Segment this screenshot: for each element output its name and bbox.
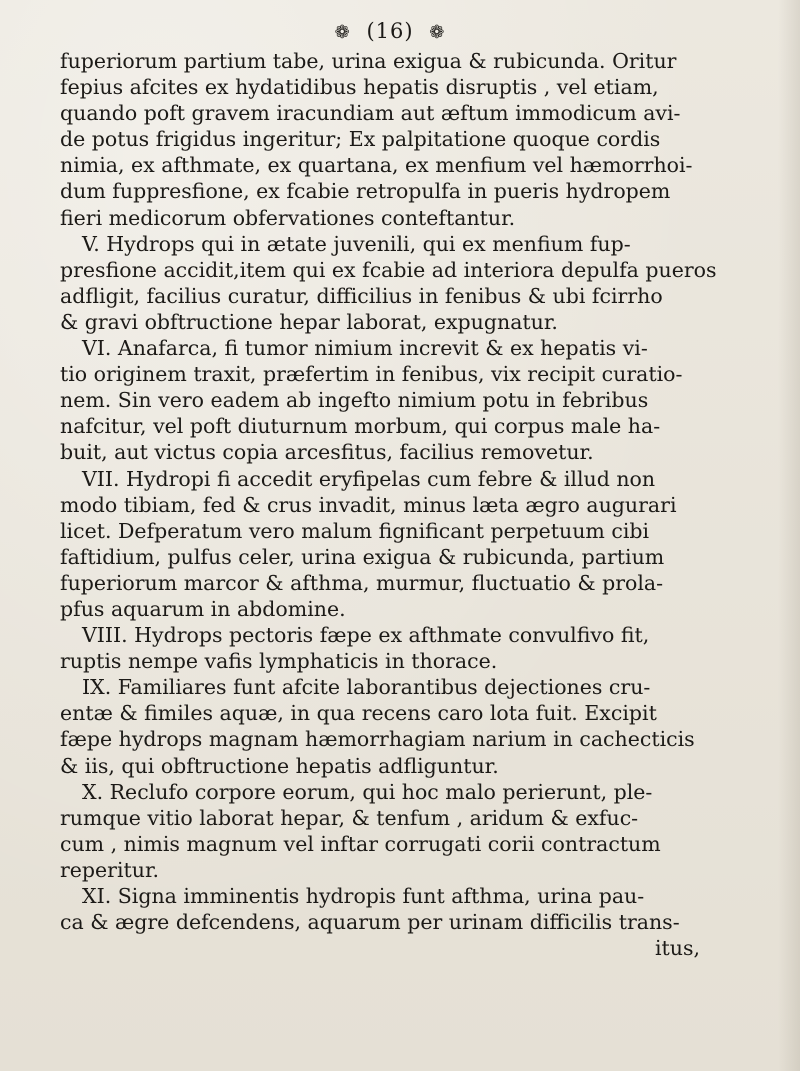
text-line: pfus aquarum in abdomine.	[60, 596, 346, 621]
text-line: XI. Signa imminentis hydropis funt afthma, urina pau-	[82, 884, 645, 908]
body-text	[60, 48, 760, 961]
text-line: & gravi obftructione hepar laborat, expugnatur.	[60, 309, 558, 334]
text-line: ca & ægre defcendens, aquarum per urinam difficilis trans-	[60, 910, 680, 935]
page-header	[20, 18, 760, 48]
text-line: nimia, ex afthmate, ex quartana, ex menfium vel hæmorrhoi-	[60, 153, 693, 178]
text-line: fuperiorum marcor & afthma, murmur, fluctuatio & prola-	[60, 570, 664, 595]
page-number: (16)	[366, 19, 414, 43]
text-line: modo tibiam, fed & crus invadit, minus læta ægro augurari	[60, 492, 677, 517]
text-line: adfligit, facilius curatur, difficilius in fenibus & ubi fcirrho	[60, 283, 663, 308]
text-line: X. Reclufo corpore eorum, qui hoc malo perierunt, ple-	[82, 779, 653, 804]
text-line: VI. Anafarca, fi tumor nimium increvit & ex hepatis vi-	[82, 336, 648, 361]
text-line: ruptis nempe vafis lymphaticis in thorace.	[60, 649, 498, 674]
text-line: rumque vitio laborat hepar, & tenfum , aridum & exfuc-	[60, 805, 639, 830]
text-line: VIII. Hydrops pectoris fæpe ex afthmate convulfivo fit,	[82, 623, 650, 648]
text-line: nafcitur, vel poft diuturnum morbum, qui corpus male ha-	[60, 414, 661, 439]
text-line: & iis, qui obftructione hepatis adfliguntur.	[60, 753, 499, 778]
text-line: fuperiorum partium tabe, urina exigua & rubicunda. Oritur	[60, 49, 677, 73]
text-line: cum , nimis magnum vel inftar corrugati corii contractum	[60, 831, 661, 856]
text-line: fepius afcites ex hydatidibus hepatis disruptis , vel etiam,	[60, 75, 659, 100]
text-line: reperitur.	[60, 857, 160, 882]
text-line: IX. Familiares funt afcite laborantibus dejectiones cru-	[82, 675, 651, 700]
text-line: quando poft gravem iracundiam aut æftum immodicum avi-	[60, 101, 681, 126]
text-line: fieri medicorum obfervationes conteftantur.	[60, 205, 516, 230]
text-line: fæpe hydrops magnam hæmorrhagiam narium in cachecticis	[60, 727, 695, 752]
text-line: entæ & fimiles aquæ, in qua recens caro lota fuit. Excipit	[60, 701, 657, 726]
text-line: licet. Defperatum vero malum fignificant perpetuum cibi	[60, 518, 650, 543]
text-line: buit, aut victus copia arcesfitus, facilius removetur.	[60, 440, 594, 465]
text-line: V. Hydrops qui in ætate juvenili, qui ex menfium fup-	[82, 231, 631, 256]
text-line: itus,	[654, 936, 700, 961]
ornament-left-icon: ❁	[334, 21, 351, 43]
text-line: VII. Hydropi fi accedit eryfipelas cum febre & illud non	[82, 466, 656, 491]
text-line: nem. Sin vero eadem ab ingefto nimium potu in febribus	[60, 388, 649, 413]
text-line: presfione accidit,item qui ex fcabie ad interiora depulfa pueros	[60, 257, 717, 282]
text-line: faftidium, pulfus celer, urina exigua & rubicunda, partium	[60, 544, 665, 569]
ornament-right-icon: ❁	[429, 21, 446, 43]
text-line: tio originem traxit, præfertim in fenibus, vix recipit curatio-	[60, 362, 683, 387]
page-edge-shadow	[778, 0, 800, 1071]
text-line: dum fuppresfione, ex fcabie retropulfa in pueris hydropem	[60, 179, 671, 204]
text-line: de potus frigidus ingeritur; Ex palpitatione quoque cordis	[60, 127, 661, 152]
